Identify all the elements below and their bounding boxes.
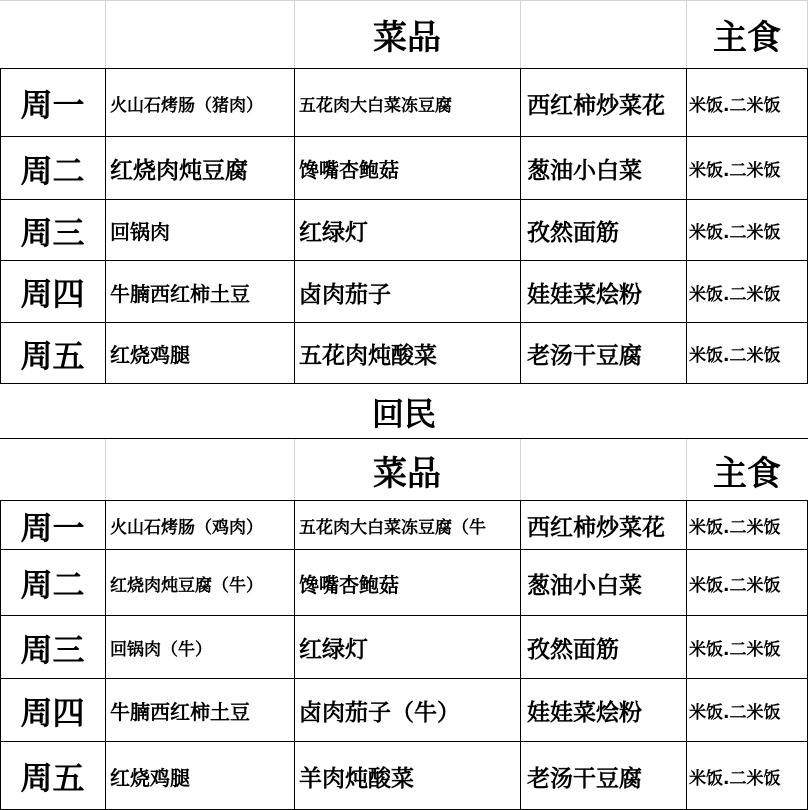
day-label: 周四 [20,275,85,313]
grid-line [294,500,295,810]
grid-line [0,500,1,810]
dish-cell: 卤肉茄子（牛） [299,700,460,726]
section2-title-row [0,384,808,439]
grid-line [686,500,687,810]
grid-line [520,68,521,384]
dish-cell: 葱油小白菜 [527,572,642,599]
staple-cell: 米饭.二米饭 [689,703,781,723]
dish-cell: 娃娃菜烩粉 [527,281,642,308]
dish-cell: 五花肉炖酸菜 [299,343,437,369]
dish-cell: 娃娃菜烩粉 [527,700,642,726]
section2-dishes-header: 菜品 [373,453,441,494]
staple-cell: 米饭.二米饭 [689,223,781,243]
grid-line [0,68,1,384]
day-label: 周一 [20,86,85,124]
grid-line [686,68,687,384]
dish-cell: 回锅肉（牛） [110,640,212,660]
dish-cell: 红烧肉炖豆腐 [110,158,248,184]
day-label: 周二 [20,151,85,190]
day-label: 周五 [20,336,85,375]
dish-cell: 红绿灯 [299,220,368,246]
staple-cell: 米饭.二米饭 [689,575,781,596]
section1-staple-header: 主食 [713,18,781,58]
dish-cell: 红烧鸡腿 [110,765,190,790]
dish-cell: 老汤干豆腐 [527,343,642,369]
grid-line [520,500,521,810]
dish-cell: 红烧肉炖豆腐（牛） [110,575,263,596]
dish-cell: 馋嘴杏鲍菇 [299,158,399,182]
section1-dishes-header: 菜品 [373,18,441,58]
dish-cell: 馋嘴杏鲍菇 [299,572,399,597]
grid-line [0,438,808,439]
day-label: 周二 [20,566,85,604]
grid-line [105,68,106,384]
day-label: 周三 [20,213,85,252]
dish-cell: 西红柿炒菜花 [527,92,665,119]
staple-cell: 米饭.二米饭 [689,518,781,538]
staple-cell: 米饭.二米饭 [689,640,781,660]
dish-cell: 老汤干豆腐 [527,765,642,792]
dish-cell: 羊肉炖酸菜 [299,765,414,792]
dish-cell: 火山石烤肠（猪肉） [110,95,263,116]
section2-title: 回民 [371,394,436,433]
dish-cell: 回锅肉 [110,220,170,244]
grid-line [0,0,808,1]
grid-line [686,0,687,69]
grid-line [294,439,295,501]
dish-cell: 葱油小白菜 [527,158,642,184]
dish-cell: 红烧鸡腿 [110,343,190,367]
staple-cell: 米饭.二米饭 [689,768,781,789]
staple-cell: 米饭.二米饭 [689,161,781,181]
dish-cell: 西红柿炒菜花 [527,515,665,541]
dish-cell: 孜然面筋 [527,220,619,246]
day-label: 周四 [20,693,85,732]
staple-cell: 米饭.二米饭 [689,346,781,366]
dish-cell: 卤肉茄子 [299,281,391,308]
staple-cell: 米饭.二米饭 [689,95,781,116]
section2-staple-header: 主食 [713,453,781,494]
dish-cell: 牛腩西红柿土豆 [110,281,250,306]
dish-cell: 五花肉大白菜冻豆腐 [299,95,452,116]
dish-cell: 红绿灯 [299,637,368,663]
grid-line [294,0,295,69]
grid-line [686,439,687,501]
day-label: 周三 [20,630,85,669]
dish-cell: 孜然面筋 [527,637,619,663]
grid-line [105,439,106,501]
grid-line [294,68,295,384]
grid-line [105,0,106,69]
grid-line [520,0,521,69]
dish-cell: 牛腩西红柿土豆 [110,700,250,724]
grid-line [520,439,521,501]
dish-cell: 五花肉大白菜冻豆腐（牛 [299,518,486,538]
day-label: 周五 [20,759,85,797]
dish-cell: 火山石烤肠（鸡肉） [110,518,263,538]
day-label: 周一 [20,508,85,547]
staple-cell: 米饭.二米饭 [689,284,781,305]
grid-line [105,500,106,810]
